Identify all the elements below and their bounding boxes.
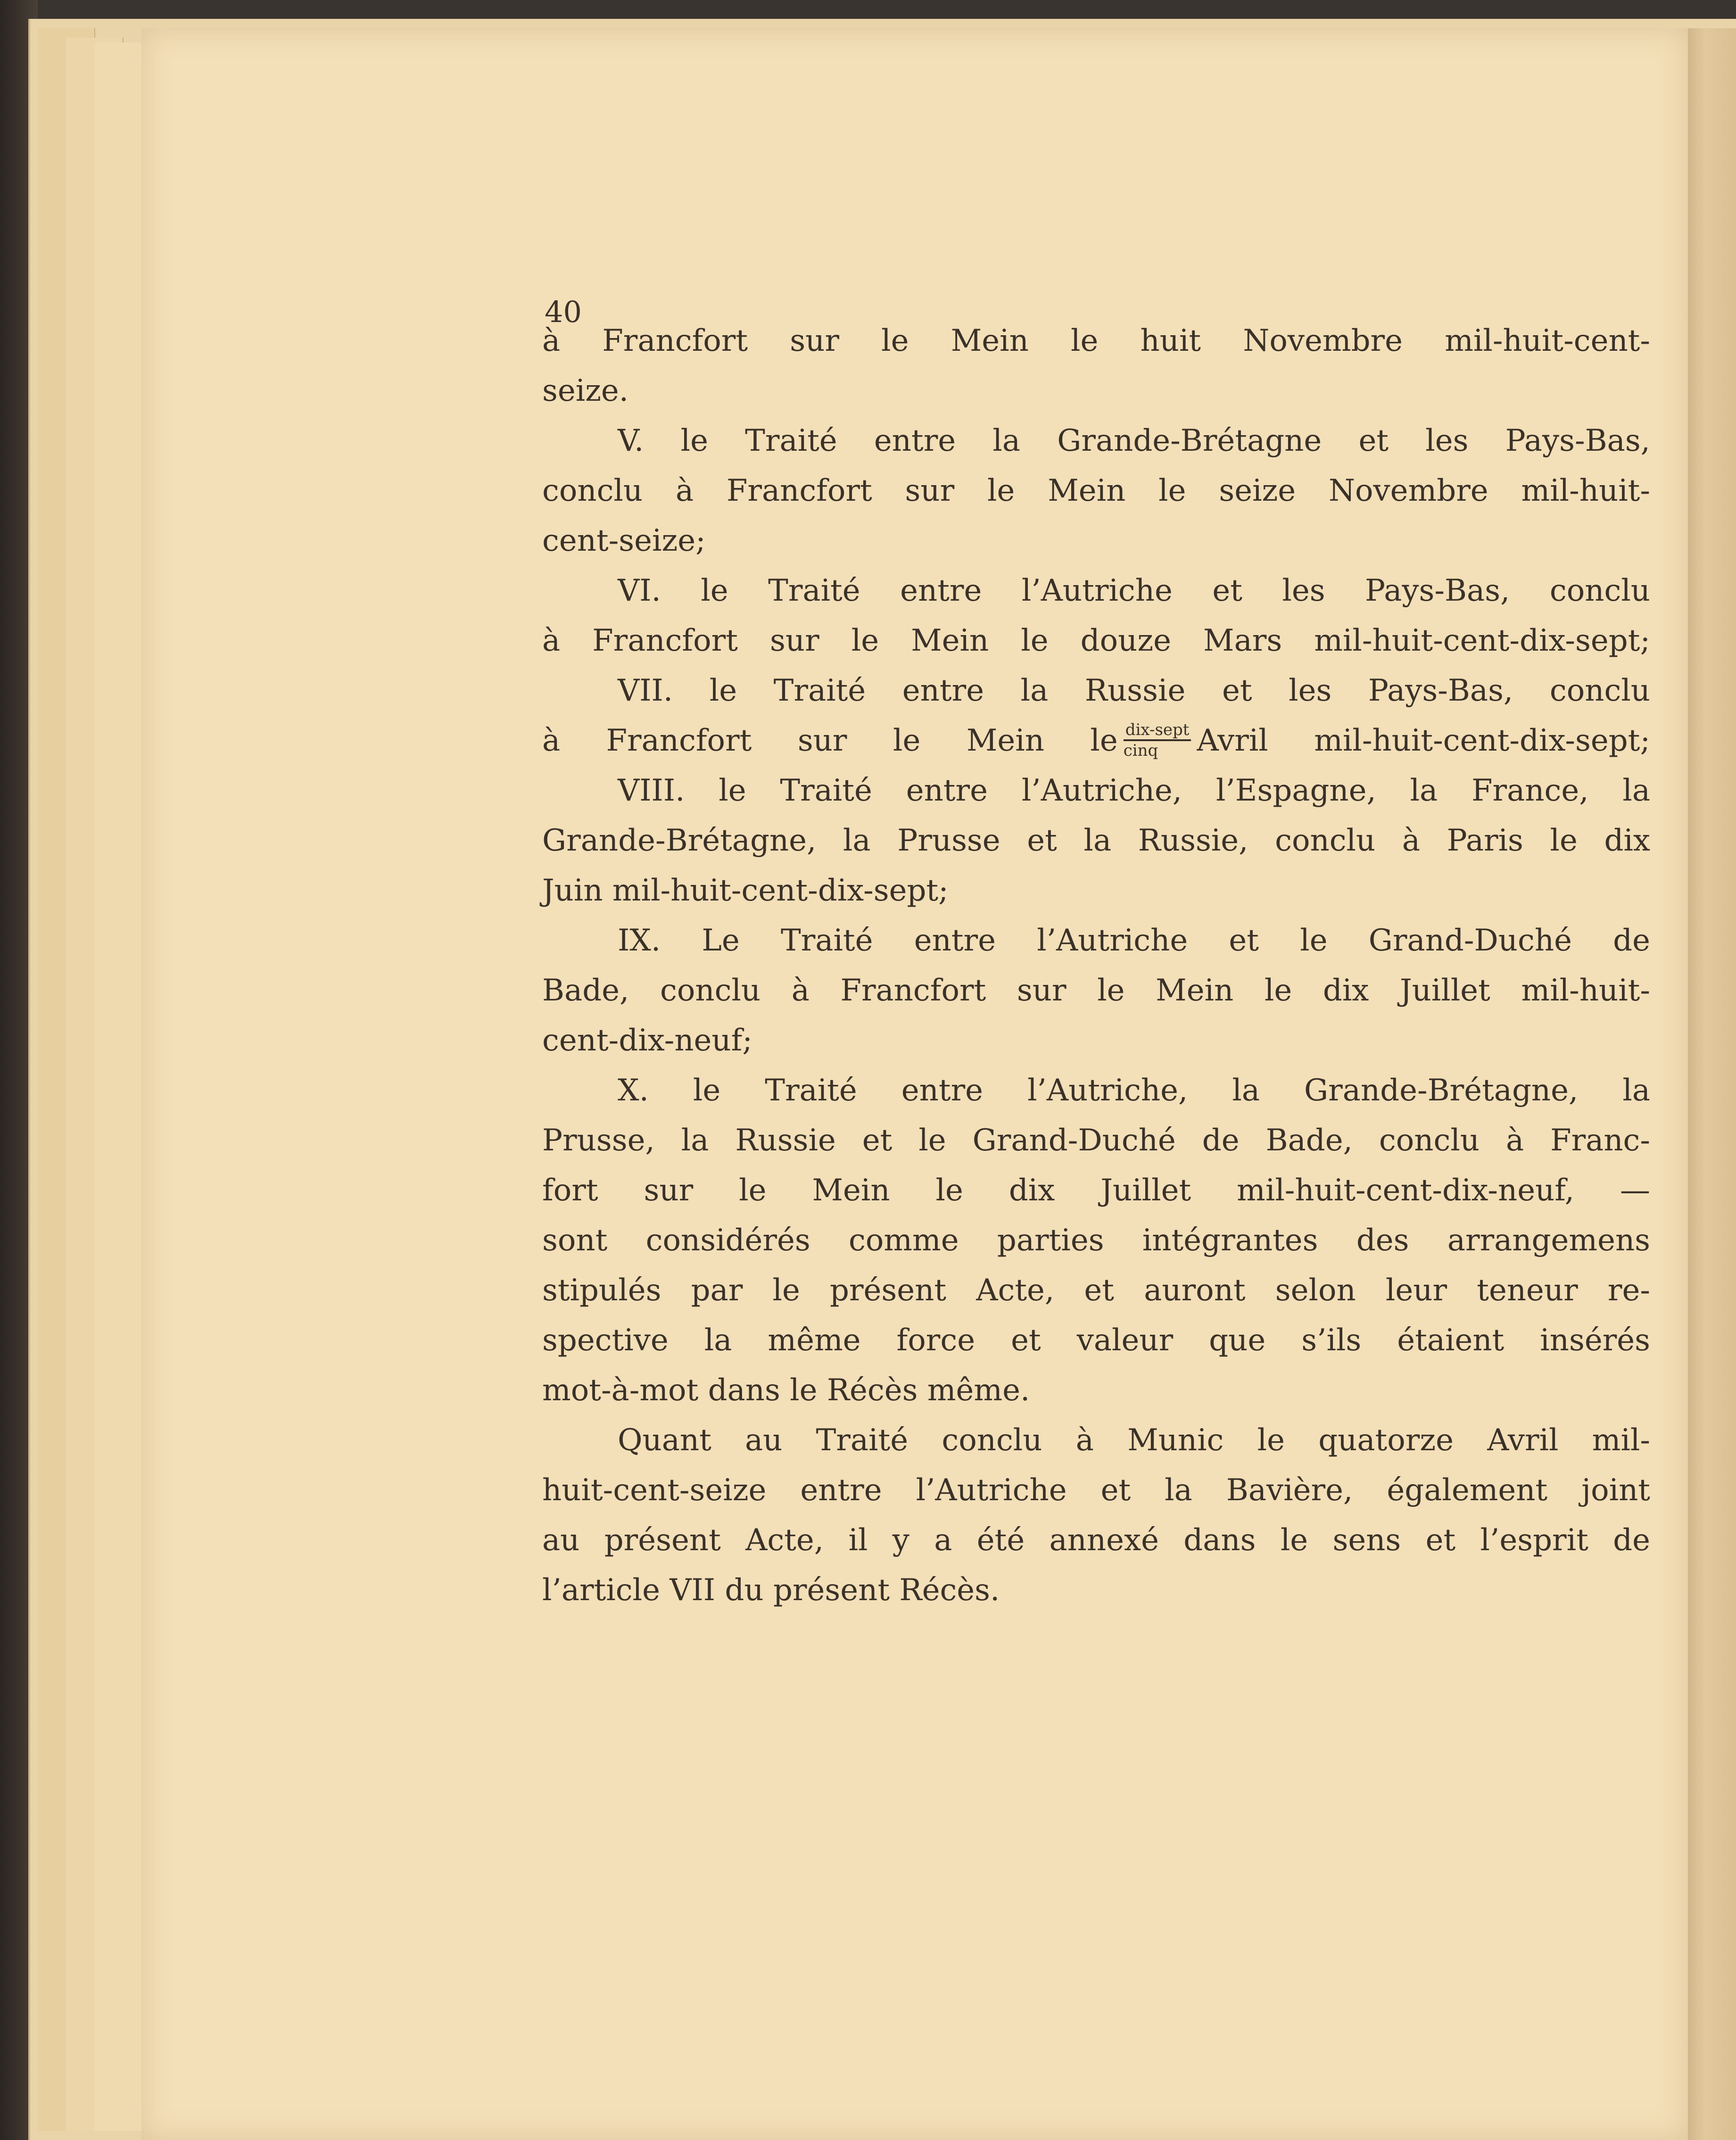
text-line: conclu à Francfort sur le Mein le seize Novembre mil-huit- — [542, 473, 1650, 508]
text-line: Prusse, la Russie et le Grand-Duché de Bade, conclu à Franc- — [542, 1123, 1650, 1158]
text-line: VII. le Traité entre la Russie et les Pays-Bas, conclu — [618, 673, 1650, 708]
text-line: Juin mil-huit-cent-dix-sept; — [542, 873, 949, 908]
text-line: Bade, conclu à Francfort sur le Mein le dix Juillet mil-huit- — [542, 973, 1650, 1008]
text-line: seize. — [542, 373, 629, 408]
text-line: l’article VII du présent Récès. — [542, 1573, 1000, 1608]
text-line: spective la même force et valeur que s’ils étaient insérés — [542, 1323, 1650, 1358]
text-line-with-fraction — [542, 716, 1650, 766]
text-line: stipulés par le présent Acte, et auront selon leur teneur re- — [542, 1273, 1650, 1308]
text-line: sont considérés comme parties intégrantes des arrangemens — [542, 1223, 1650, 1258]
text-line: Quant au Traité conclu à Munic le quatorze Avril mil- — [618, 1423, 1650, 1458]
text-line: au présent Acte, il y a été annexé dans le sens et l’esprit de — [542, 1523, 1650, 1558]
fraction-numerator: dix-sept — [1124, 721, 1191, 741]
fraction — [1124, 721, 1191, 759]
text-line: cent-dix-neuf; — [542, 1023, 752, 1058]
text-line: VI. le Traité entre l’Autriche et les Pays-Bas, conclu — [618, 573, 1650, 608]
text-line: VIII. le Traité entre l’Autriche, l’Espagne, la France, la — [618, 773, 1650, 808]
text-line: cent-seize; — [542, 523, 706, 558]
document-page — [141, 28, 1688, 2140]
text-line: huit-cent-seize entre l’Autriche et la Bavière, également joint — [542, 1473, 1650, 1508]
text-line: Grande-Brétagne, la Prusse et la Russie, conclu à Paris le dix — [542, 823, 1650, 858]
text-line: IX. Le Traité entre l’Autriche et le Grand-Duché de — [618, 923, 1650, 958]
text-line: mot-à-mot dans le Récès même. — [542, 1373, 1030, 1408]
text-line: à Francfort sur le Mein le douze Mars mil-huit-cent-dix-sept; — [542, 623, 1650, 658]
text-line: V. le Traité entre la Grande-Brétagne et les Pays-Bas, — [618, 423, 1650, 458]
text-line: fort sur le Mein le dix Juillet mil-huit-cent-dix-neuf, — — [542, 1173, 1650, 1208]
adjacent-page-strip — [1683, 28, 1736, 2140]
fraction-denominator: cinq — [1123, 741, 1158, 760]
text-line: à Francfort sur le Mein le huit Novembre mil-huit-cent- — [542, 323, 1650, 358]
page-number: 40 — [545, 295, 582, 329]
body-text — [542, 316, 1650, 1615]
text-segment: Avril mil-huit-cent-dix-sept; — [1197, 723, 1651, 758]
text-segment: à Francfort sur le Mein le — [542, 723, 1118, 758]
text-line: X. le Traité entre l’Autriche, la Grande-Brétagne, la — [618, 1073, 1650, 1108]
